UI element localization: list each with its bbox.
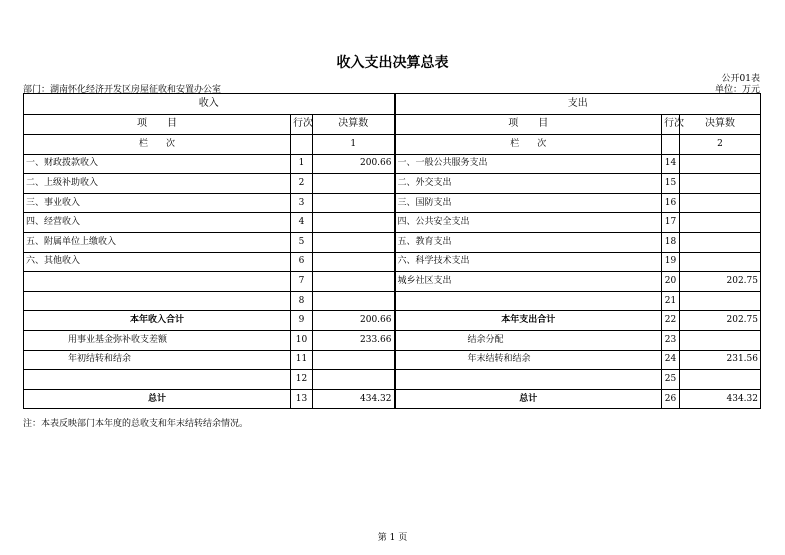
grand-total-row xyxy=(24,389,761,409)
expense-amount xyxy=(680,330,761,350)
expense-row-no-header: 行次 xyxy=(662,114,680,135)
table-row xyxy=(24,291,761,311)
expense-item: 五、教育支出 xyxy=(395,232,662,252)
income-amount xyxy=(313,252,395,272)
expense-item: 三、国防支出 xyxy=(395,193,662,213)
income-row-no: 4 xyxy=(291,213,313,233)
income-amount xyxy=(313,213,395,233)
income-item: 三、事业收入 xyxy=(24,193,291,213)
income-item xyxy=(24,272,291,292)
table-row xyxy=(24,252,761,272)
expense-item-header: 项 目 xyxy=(395,114,662,135)
expense-item: 二、外交支出 xyxy=(395,174,662,194)
section-header-row xyxy=(24,94,761,115)
income-row-no: 7 xyxy=(291,272,313,292)
page-number: 第 1 页 xyxy=(377,533,408,543)
income-annual-total-amount: 200.66 xyxy=(313,311,395,331)
unit-label: 单位：万元 xyxy=(714,85,760,95)
expense-grand-total-label: 总计 xyxy=(395,389,662,409)
expense-section-header: 支出 xyxy=(395,94,761,115)
income-item: 年初结转和结余 xyxy=(24,350,291,370)
income-row-no: 12 xyxy=(291,370,313,390)
income-row-no: 1 xyxy=(291,154,313,174)
income-item: 用事业基金弥补收支差额 xyxy=(24,330,291,350)
income-item xyxy=(24,291,291,311)
expense-row-no: 23 xyxy=(662,330,680,350)
income-row-no: 13 xyxy=(291,389,313,409)
income-row-no: 2 xyxy=(291,174,313,194)
income-row-no: 9 xyxy=(291,311,313,331)
expense-grand-total-amount: 434.32 xyxy=(680,389,761,409)
empty-cell xyxy=(662,135,680,155)
column-header-row xyxy=(24,114,761,135)
income-item-header: 项 目 xyxy=(24,114,291,135)
expense-item xyxy=(395,291,662,311)
expense-item: 一、一般公共服务支出 xyxy=(395,154,662,174)
expense-row-no: 15 xyxy=(662,174,680,194)
table-row xyxy=(24,272,761,292)
income-item: 五、附属单位上缴收入 xyxy=(24,232,291,252)
expense-row-no: 14 xyxy=(662,154,680,174)
income-amount xyxy=(313,232,395,252)
income-amount: 200.66 xyxy=(313,154,395,174)
expense-row-no: 22 xyxy=(662,311,680,331)
table-row xyxy=(24,330,761,350)
expense-column-index: 2 xyxy=(680,135,761,155)
income-amount xyxy=(313,350,395,370)
income-amount: 233.66 xyxy=(313,330,395,350)
table-row xyxy=(24,370,761,390)
table-row xyxy=(24,213,761,233)
expense-row-no: 19 xyxy=(662,252,680,272)
expense-amount xyxy=(680,232,761,252)
annual-total-row xyxy=(24,311,761,331)
income-item: 六、其他收入 xyxy=(24,252,291,272)
income-row-no: 6 xyxy=(291,252,313,272)
expense-item: 结余分配 xyxy=(395,330,662,350)
income-amount xyxy=(313,291,395,311)
expense-annual-total-label: 本年支出合计 xyxy=(395,311,662,331)
expense-item xyxy=(395,370,662,390)
table-row xyxy=(24,350,761,370)
expense-row-no: 16 xyxy=(662,193,680,213)
income-row-no: 11 xyxy=(291,350,313,370)
income-row-no: 8 xyxy=(291,291,313,311)
income-item xyxy=(24,370,291,390)
expense-amount xyxy=(680,370,761,390)
income-amount-header: 决算数 xyxy=(313,114,395,135)
expense-row-no: 26 xyxy=(662,389,680,409)
income-item: 二、上级补助收入 xyxy=(24,174,291,194)
income-expense-table xyxy=(23,93,761,409)
table-row xyxy=(24,154,761,174)
expense-annual-total-amount: 202.75 xyxy=(680,311,761,331)
expense-amount xyxy=(680,193,761,213)
expense-item: 六、科学技术支出 xyxy=(395,252,662,272)
expense-column-label: 栏 次 xyxy=(395,135,662,155)
income-item: 一、财政拨款收入 xyxy=(24,154,291,174)
expense-amount xyxy=(680,154,761,174)
income-row-no: 5 xyxy=(291,232,313,252)
income-annual-total-label: 本年收入合计 xyxy=(24,311,291,331)
page-title: 收入支出决算总表 xyxy=(336,55,449,71)
expense-row-no: 17 xyxy=(662,213,680,233)
income-item: 四、经营收入 xyxy=(24,213,291,233)
expense-amount: 202.75 xyxy=(680,272,761,292)
income-amount xyxy=(313,174,395,194)
expense-amount xyxy=(680,252,761,272)
table-row xyxy=(24,193,761,213)
table-note: 注：本表反映部门本年度的总收支和年末结转结余情况。 xyxy=(23,419,249,429)
income-amount xyxy=(313,193,395,213)
expense-amount-header: 决算数 xyxy=(680,114,761,135)
income-row-no: 10 xyxy=(291,330,313,350)
income-column-index: 1 xyxy=(313,135,395,155)
income-row-no-header: 行次 xyxy=(291,114,313,135)
income-row-no: 3 xyxy=(291,193,313,213)
form-code: 公开01表 xyxy=(721,74,760,84)
expense-amount xyxy=(680,291,761,311)
income-grand-total-amount: 434.32 xyxy=(313,389,395,409)
expense-item: 城乡社区支出 xyxy=(395,272,662,292)
empty-cell xyxy=(291,135,313,155)
expense-row-no: 21 xyxy=(662,291,680,311)
table-row xyxy=(24,232,761,252)
expense-row-no: 24 xyxy=(662,350,680,370)
income-grand-total-label: 总计 xyxy=(24,389,291,409)
expense-row-no: 18 xyxy=(662,232,680,252)
expense-item: 年末结转和结余 xyxy=(395,350,662,370)
expense-item: 四、公共安全支出 xyxy=(395,213,662,233)
table-row xyxy=(24,174,761,194)
income-section-header: 收入 xyxy=(24,94,395,115)
department-label: 部门：湖南怀化经济开发区房屋征收和安置办公室 xyxy=(23,85,222,95)
column-index-row xyxy=(24,135,761,155)
expense-amount xyxy=(680,213,761,233)
income-amount xyxy=(313,370,395,390)
expense-amount xyxy=(680,174,761,194)
expense-row-no: 20 xyxy=(662,272,680,292)
expense-amount: 231.56 xyxy=(680,350,761,370)
income-column-label: 栏 次 xyxy=(24,135,291,155)
expense-row-no: 25 xyxy=(662,370,680,390)
income-amount xyxy=(313,272,395,292)
